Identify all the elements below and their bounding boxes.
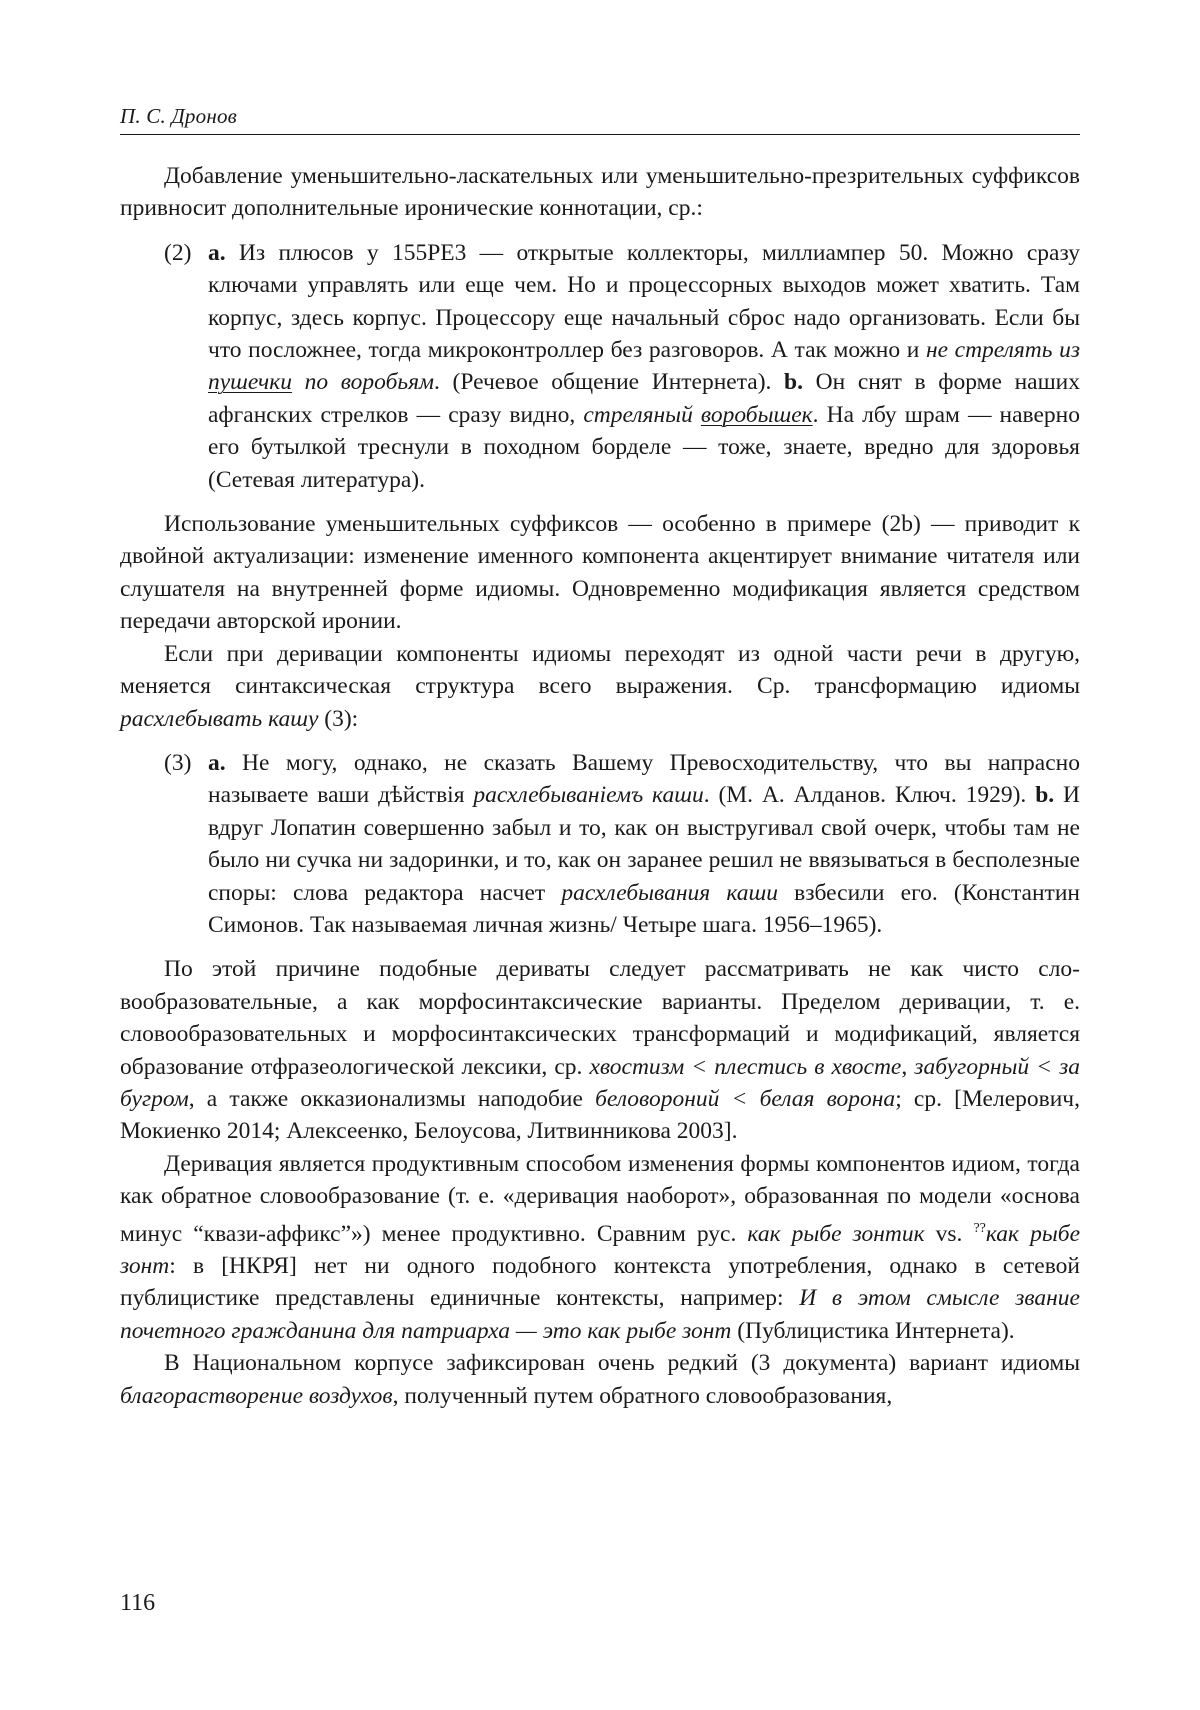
example-label-a: a. <box>208 749 226 776</box>
example-3: (3) a. Не могу, однако, не сказать Вашему Превосходительству, что вы напрасно называете ваши дѣйствія расхлебываніемъ каши. (М. А. Алданов. Ключ. 1929). b. И вдруг Лопатин совершенно забыл и то, как он выстругивал свой очерк, чтобы там не было ни сучка ни задоринки, и то, как он заранее решил не ввязываться в бесполезные споры: слова редактора насчет расхлебывания каши взбесили его. (Константин Симонов. Так называемая личная жизнь/ Четыре шага. 1956–1965). <box>120 747 1080 941</box>
example-2: (2) a. Из плюсов у 155РЕ3 — открытые коллекторы, миллиампер 50. Можно сразу ключами управлять или еще чем. Но и процессорных выходов может хватить. Там корпус, здесь корпус. Процессору еще начальный сброс надо организовать. Если бы что посложнее, тогда микроконтроллер без разговоров. А так можно и не стрелять из пушечки по воробьям. (Речевое общение Интернета). b. Он снят в форме наших афганских стрелков — сразу видно, стреляный воробышек. На лбу шрам — наверно его бутылкой треснули в походном борделе — тоже, знаете, вредно для здоровья (Сетевая литература). <box>120 237 1080 496</box>
paragraph-2: Использование уменьшительных суффиксов — особенно в примере (2b) — приводит к двойной актуализации: изменение именного компонента акцентирует внимание читателя или слушателя на внутренней форме идиомы. Одновременно модификация является средством передачи авторской иронии. <box>120 511 1080 635</box>
paragraph-1: Добавление уменьшительно-ласкательных или уменьшительно-презрительных суффиксов привносит дополнительные иронические коннотации, ср.: <box>120 163 1080 222</box>
paragraph-4: По этой причине подобные дериваты следует рассматривать не как чисто словообразовательные, а как морфосинтаксические варианты. Пределом деривации, т. е. словообразовательных и морфосинтаксических трансформаций и модификаций, является образование отфразеологической лексики, ср. хвостизм < плестись в хвосте, забугорный < за бугром, а также окказионализмы наподобие беловороний < белая ворона; ср. [Мелерович, Мокиенко 2014; Алексеенко, Белоусова, Литвинникова 2003]. <box>120 956 1081 1145</box>
header-rule <box>120 134 1080 135</box>
example-label-b: b. <box>784 369 803 396</box>
underlined-word: пушечки <box>208 369 292 396</box>
example-number: (2) <box>164 239 192 266</box>
page-number: 116 <box>120 1590 156 1616</box>
example-label-a: a. <box>208 239 226 266</box>
example-label-b: b. <box>1035 782 1055 809</box>
superscript-marks: ?? <box>973 1220 986 1236</box>
paragraph-5: Деривация является продуктивным способом изменения формы компонентов идиом, тогда как обратное словообразование (т. е. «деривация наоборот», образованная по модели «основа минус “квази-аффикс”») менее продуктивно. Сравним рус. как рыбе зонтик vs. ??как рыбе зонт: в [НКРЯ] нет ни одного подобного контекста употребления, однако в сетевой публицистике представлены единичные контексты, например: И в этом смысле звание почетного гражданина для патриарха — это как рыбе зонт (Публицистика Интернета). <box>120 1150 1081 1344</box>
paragraph-6: В Национальном корпусе зафиксирован очень редкий (3 документа) вариант идиомы благорастворение воздухов, полученный путем обратного словообразования, <box>120 1350 1080 1409</box>
underlined-word: воробышек <box>700 401 813 428</box>
main-text <box>120 160 1080 1412</box>
paragraph-3: Если при деривации компоненты идиомы переходят из одной части речи в другую, меняется синтаксическая структура всего выражения. Ср. трансформацию идиомы расхлебывать кашу (3): <box>120 640 1080 732</box>
example-number: (3) <box>164 749 192 776</box>
running-head: П. С. Дронов <box>120 104 237 128</box>
